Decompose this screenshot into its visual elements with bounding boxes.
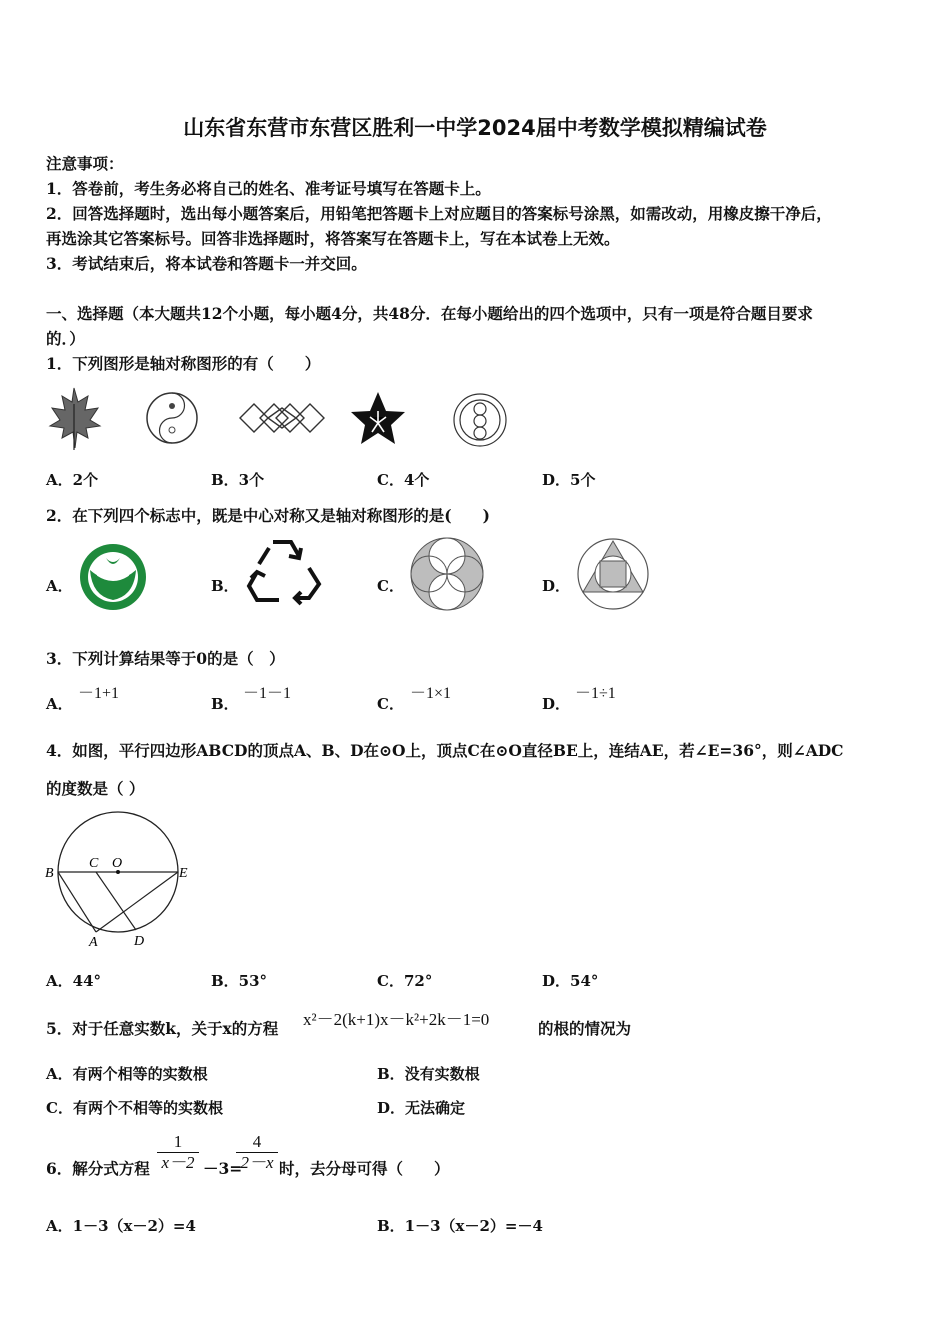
q6-frac2-num: 4 [252, 1132, 262, 1151]
label-e: E [179, 866, 188, 881]
green-food-logo-icon [76, 540, 150, 614]
notice-item: 再选涂其它答案标号。回答非选择题时，将答案写在答题卡上，写在本试卷上无效。 [46, 229, 620, 248]
q5-equation: x²－2(k+1)x－k²+2k－1=0 [303, 1010, 490, 1029]
q6-mid: －3= [203, 1159, 243, 1178]
concentric-circles-icon [454, 394, 506, 446]
label-o: O [112, 856, 123, 871]
q4-option-b[interactable]: B．53° [211, 972, 268, 990]
q1-option-d[interactable]: D．5个 [542, 471, 596, 489]
q3-stem: 3．下列计算结果等于0的是（ ） [46, 649, 285, 668]
notice-item: 3．考试结束后，将本试卷和答题卡一并交回。 [46, 254, 367, 273]
q5-option-b[interactable]: B．没有实数根 [377, 1065, 480, 1083]
four-petal-circle-icon [408, 536, 486, 612]
q6-option-a[interactable]: A．1－3（x－2）=4 [46, 1217, 196, 1235]
q3-expr-a: －1+1 [78, 685, 120, 702]
q6-frac1-den: x－2 [157, 1152, 199, 1173]
notice-item: 2．回答选择题时，选出每小题答案后，用铅笔把答题卡上对应题目的答案标号涂黑，如需改动，用橡皮擦干净后， [46, 204, 832, 223]
q3-expr-d: －1÷1 [575, 685, 616, 702]
notice-heading: 注意事项： [46, 154, 124, 173]
yin-yang-icon [147, 393, 197, 443]
q5-option-c[interactable]: C．有两个不相等的实数根 [46, 1099, 223, 1117]
q1-option-a[interactable]: A．2个 [46, 471, 99, 489]
q4-stem-cont: 的度数是（ ） [46, 779, 145, 798]
q5-stem-post: 的根的情况为 [538, 1019, 632, 1038]
q2-stem: 2．在下列四个标志中，既是中心对称又是轴对称图形的是( ) [46, 506, 490, 525]
q6-fraction-1 [157, 1132, 199, 1173]
q3-option-a[interactable]: A． [46, 695, 73, 713]
q4-option-c[interactable]: C．72° [377, 972, 433, 990]
triangle-square-circle-icon [574, 536, 652, 612]
page-title: 山东省东营市东营区胜利一中学2024届中考数学模拟精编试卷 [183, 116, 767, 140]
recycle-icon [243, 534, 323, 610]
q5-option-a[interactable]: A．有两个相等的实数根 [46, 1065, 208, 1083]
maple-leaf-icon [50, 388, 100, 450]
q2-option-b[interactable]: B． [211, 577, 239, 595]
label-b: B [45, 866, 54, 881]
q2-option-d[interactable]: D． [542, 577, 571, 595]
q4-option-d[interactable]: D．54° [542, 972, 599, 990]
q3-option-d[interactable]: D． [542, 695, 571, 713]
notice-item: 1．答卷前，考生务必将自己的姓名、准考证号填写在答题卡上。 [46, 179, 491, 198]
q1-option-c[interactable]: C．4个 [377, 471, 430, 489]
q4-stem: 4．如图，平行四边形ABCD的顶点A、B、D在⊙O上，顶点C在⊙O直径BE上，连结AE，若∠E=36°，则∠ADC [46, 741, 844, 760]
knot-pattern-icon [240, 404, 324, 432]
q5-stem: 5．对于任意实数k，关于x的方程 [46, 1019, 279, 1038]
q5-option-d[interactable]: D．无法确定 [377, 1099, 466, 1117]
q6-option-b[interactable]: B．1－3（x－2）=－4 [377, 1217, 543, 1235]
label-c: C [89, 856, 99, 871]
q1-figures [44, 384, 510, 454]
q2-option-c[interactable]: C． [377, 577, 404, 595]
q4-option-a[interactable]: A．44° [46, 972, 102, 990]
section-heading: 一、选择题（本大题共12个小题，每小题4分，共48分．在每小题给出的四个选项中，只有一项是符合题目要求 [46, 304, 813, 323]
label-a: A [89, 935, 98, 950]
q3-expr-b: －1－1 [243, 685, 292, 702]
q1-stem: 1．下列图形是轴对称图形的有（ ） [46, 354, 321, 373]
q2-option-a[interactable]: A． [46, 577, 73, 595]
q4-circle-figure [42, 810, 202, 952]
q6-fraction-2 [236, 1132, 278, 1173]
q3-option-c[interactable]: C． [377, 695, 404, 713]
star-icon [351, 392, 405, 444]
section-heading-cont: 的．） [46, 329, 85, 348]
label-d: D [134, 934, 145, 949]
q6-stem-post: 时，去分母可得（ ） [279, 1159, 450, 1178]
q6-stem: 6．解分式方程 [46, 1159, 150, 1178]
q6-frac1-num: 1 [173, 1132, 183, 1151]
q3-expr-c: －1×1 [410, 685, 452, 702]
q3-option-b[interactable]: B． [211, 695, 239, 713]
q6-frac2-den: 2－x [236, 1152, 278, 1173]
q1-option-b[interactable]: B．3个 [211, 471, 265, 489]
